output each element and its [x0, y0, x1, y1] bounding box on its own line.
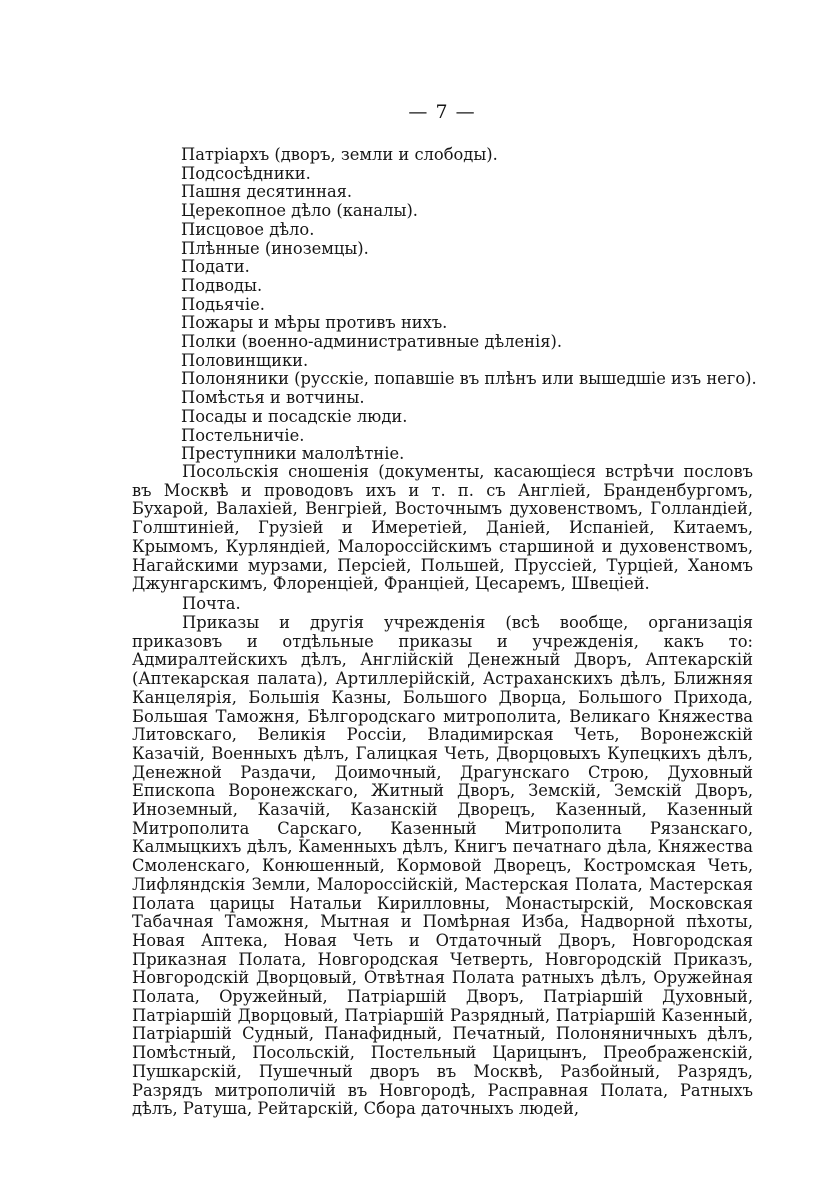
index-entry: Пашня десятинная.	[181, 182, 353, 202]
index-entry: Церекопное дѣло (каналы).	[181, 201, 418, 221]
index-entry: Патріархъ (дворъ, земли и слободы).	[181, 145, 498, 164]
index-entry: Подсосѣдники.	[181, 163, 311, 183]
index-entry: Пожары и мѣры противъ нихъ.	[181, 313, 448, 333]
index-entry-list	[181, 146, 757, 464]
index-entry: Писцовое дѣло.	[181, 219, 315, 239]
index-entry: Подати.	[181, 257, 250, 277]
page-number: — 7 —	[408, 101, 476, 123]
paragraph-prikazy: Приказы и другія учрежденія (всѣ вообще, организація приказовъ и отдѣльные приказы и учрежденія, какъ то: Адмиралтейскихъ дѣлъ, Англійскій Денежный Дворъ, Аптекарскій (Аптекарская палата), Артиллерійскій, Астраханскихъ дѣлъ, Ближняя Канцелярія, Большія Казны, Большого Дворца, Большого Прихода, Большая Таможня, Бѣлгородскаго митрополита, Великаго Княжества Литовскаго, Великія Россіи, Владимирская Четь, Воронежскій Казачій, Военныхъ дѣлъ, Галицкая Четь, Дворцовыхъ Купецкихъ дѣлъ, Денежной Раздачи, Доимочный, Драгунскаго Строю, Духовный Епископа Воронежскаго, Житный Дворъ, Земскій, Земскій Дворъ, Иноземный, Казачій, Казанскій Дворецъ, Казенный, Казенный Митрополита Сарскаго, Казенный Митрополита Рязанскаго, Калмыцкихъ дѣлъ, Каменныхъ дѣлъ, Книгъ печатнаго дѣла, Княжества Смоленскаго, Конюшенный, Кормовой Дворецъ, Костромская Четь, Лифляндскія Земли, Малороссійскій, Мастерская Полата, Мастерская Полата царицы Натальи Кирилловны, Монастырскій, Московская Табачная Таможня, Мытная и Помѣрная Изба, Надворной пѣхоты, Новая Аптека, Новая Четь и Отдаточный Дворъ, Новгородская Приказная Полата, Новгородская Четверть, Новгородскій Приказъ, Новгородскій Дворцовый, Отвѣтная Полата ратныхъ дѣлъ, Оружейная Полата, Оружейный, Патріаршій Дворъ, Патріаршій Духовный, Патріаршій Дворцовый, Патріаршій Разрядный, Патріаршій Казенный, Патріаршій Судный, Панафидный, Печатный, Полоняничныхъ дѣлъ, Помѣстный, Посольскій, Постельный Царицынъ, Преображенскій, Пушкарскій, Пушечный дворъ въ Москвѣ, Разбойный, Разрядъ, Разрядъ митрополичій въ Новгородѣ, Расправная Полата, Ратныхъ дѣлъ, Ратуша, Рейтарскій, Сбора даточныхъ людей,	[132, 613, 753, 1119]
paragraph-posolskie-snosheniya: Посольскія сношенія (документы, касающіеся встрѣчи пословъ въ Москвѣ и проводовъ ихъ и т. п. съ Англіей, Бранденбургомъ, Бухарой, Валахіей, Венгріей, Восточнымъ духовенствомъ, Голландіей, Голштиніей, Грузіей и Имеретіей, Даніей, Испаніей, Китаемъ, Крымомъ, Курляндіей, Малороссійскимъ старшиной и духовенствомъ, Нагайскими мурзами, Персіей, Польшей, Пруссіей, Турціей, Ханомъ Джунгарскимъ, Флоренціей, Франціей, Цесаремъ, Швеціей.	[132, 462, 753, 594]
index-entry: Помѣстья и вотчины.	[181, 388, 365, 408]
index-entry: Подьячіе.	[181, 294, 265, 314]
index-entry: Полки (военно-административные дѣленія).	[181, 332, 563, 352]
index-entry: Преступники малолѣтніе.	[181, 444, 405, 464]
index-entry: Посады и посадскіе люди.	[181, 406, 408, 426]
index-entry: Постельничіе.	[181, 425, 305, 445]
index-entry: Плѣнные (иноземцы).	[181, 238, 369, 258]
paragraph-pochta: Почта.	[182, 594, 241, 613]
index-entry: Половинщики.	[181, 350, 309, 370]
index-entry: Полоняники (русскіе, попавшіе въ плѣнъ или вышедшіе изъ него).	[181, 369, 757, 389]
index-entry: Подводы.	[181, 275, 263, 295]
